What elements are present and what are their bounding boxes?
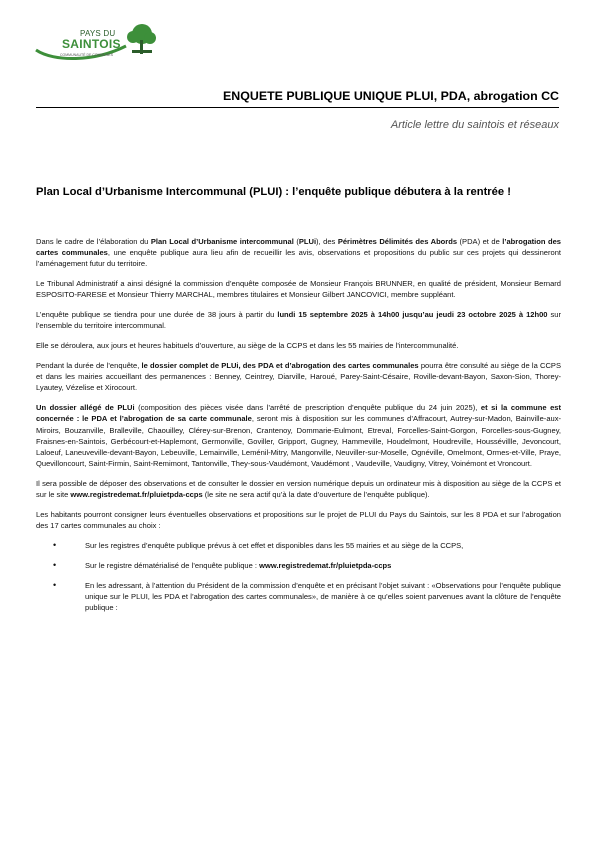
text: (PDA) et de xyxy=(457,237,503,246)
list-item xyxy=(36,560,561,571)
paragraph-light-dossier xyxy=(36,402,561,469)
header-subtitle: Article lettre du saintois et réseaux xyxy=(390,119,559,131)
text: ), des xyxy=(316,237,338,246)
bold-text: lundi 15 septembre 2025 à 14h00 jusqu’au jeudi 23 octobre 2025 à 12h00 xyxy=(277,310,548,320)
document-title: Plan Local d’Urbanisme Intercommunal (PLUI) : l’enquête publique débutera à la rentrée ! xyxy=(36,186,511,198)
logo-text-main: SAINTOIS xyxy=(62,37,121,51)
paragraph-online xyxy=(36,478,561,500)
bold-text: Plan Local d’Urbanisme intercommunal xyxy=(150,237,294,246)
paragraph-commission: Le Tribunal Administratif a ainsi désigné la commission d’enquête composée de Monsieur François BRUNNER, en qualité de président, Monsieur Bernard ESPOSITO-FARESE et Monsieur Thierry MARCHAL, membres titulaires et Monsieur Gilbert JANCOVICI, membre suppléant. xyxy=(36,279,561,300)
observation-methods-list xyxy=(36,540,561,613)
paragraph-dates xyxy=(36,309,561,331)
document-body xyxy=(36,236,561,622)
text: , seront mis à disposition sur les communes d’Affracourt, Autrey-sur-Madon, Bainville-aux-Miroirs, Bouzanville, Bralleville, Chaouilley, Clérey-sur-Brenon, Crantenoy, Dommarie-Eulmont, Etreval, Forcelles-Saint-Gorgon, Forcelles-sous-Gugney, Fraisnes-en-Saintois, Gerbécourt-et-Haplemont, Germonville, Goviller, Gripport, Gugney, Hammeville, Houdelmont, Houdreville, Houssévillle, Jevoncourt, Laloeuf, Laneuveville-devant-Bayon, Lebeuville, Lemainville, Leménil-Mitry, Mangonville, Neuviller-sur-Moselle, Ognéville, Omelmont, Ormes-et-Ville, Praye, Quevilloncourt, Saint-Firmin, Saint-Remimont, Tantonville, They-sous-Vaudémont, Vaudémont , Vaudeville, Vaudigny, Vitrey, Voinémont et Vroncourt. xyxy=(36,414,561,469)
bold-text: Périmètres Délimités des Abords xyxy=(337,237,458,246)
registre-link[interactable]: www.registredemat.fr/pluietpda-ccps xyxy=(259,560,392,570)
logo-text-top: PAYS DU xyxy=(80,29,116,38)
bold-text: l’abrogation des cartes communales xyxy=(36,237,561,258)
bold-text: Un dossier allégé de PLUi xyxy=(36,403,135,413)
paragraph-observations: Les habitants pourront consigner leurs éventuelles observations et propositions sur le projet de PLUI du Pays du Saintois, sur les 8 PDA et sur l’abrogation des 17 cartes communales au choix : xyxy=(36,510,561,531)
list-item xyxy=(36,580,561,614)
bold-text: et si la commune est concernée : le PDA et l’abrogation de sa carte communale xyxy=(36,403,561,424)
bullet-icon: • xyxy=(53,579,57,590)
text: L’enquête publique se tiendra pour une durée de 38 jours à partir du xyxy=(36,310,278,320)
text: pourra être consulté au siège de la CCPS et dans les mairies accueillant des permanences : Benney, Ceintrey, Diarville, Haroué, Parey-Saint-Césaire, Roville-devant-Bayon, Saxon-Sion, Thorey-Lyautey, Vézelise et Xirocourt. xyxy=(36,361,561,393)
list-item xyxy=(36,540,561,551)
text: Sur le registre dématérialisé de l’enquête publique : xyxy=(85,560,260,570)
logo-text-sub: COMMUNAUTÉ DE COMMUNES xyxy=(60,53,114,57)
text: ( xyxy=(293,237,299,246)
bullet-icon: • xyxy=(53,540,57,551)
text: Dans le cadre de l’élaboration du xyxy=(36,237,151,246)
bullet-icon: • xyxy=(53,559,57,570)
text: , une enquête publique aura lieu afin de recueillir les avis, observations et propositions du public sur ces projets qui dessineront l’aménagement futur du territoire. xyxy=(36,248,561,269)
paragraph-location: Elle se déroulera, aux jours et heures habituels d’ouverture, au siège de la CCPS et dans les 55 mairies de l’intercommunalité. xyxy=(36,341,459,351)
text: Il sera possible de déposer des observations et de consulter le dossier en version numérique depuis un ordinateur mis à disposition au siège de la CCPS et sur le site xyxy=(36,479,561,500)
paragraph-full-dossier xyxy=(36,360,561,394)
text: (le site ne sera actif qu’à la date d’ouverture de l’enquête publique). xyxy=(202,490,430,500)
text: En les adressant, à l’attention du Président de la commission d’enquête et en précisant l’objet suivant : «Observations pour l’enquête publique unique sur le PLUI, les PDA et l’abrogation des cartes communales», de manière à ce qu’elles soient parvenues avant la clôture de l’enquête publique : xyxy=(85,580,561,613)
text: Sur les registres d’enquête publique prévus à cet effet et disponibles dans les 55 mairies et au siège de la CCPS, xyxy=(85,541,464,551)
registre-link[interactable]: www.registredemat.fr/pluietpda-ccps xyxy=(70,490,203,500)
text: sur l’ensemble du territoire intercommunal. xyxy=(36,310,561,331)
bold-text: le dossier complet de PLUi, des PDA et d’abrogation des cartes communales xyxy=(141,361,419,370)
bold-text: PLUi xyxy=(298,237,317,246)
header-divider xyxy=(36,107,559,108)
header-title: ENQUETE PUBLIQUE UNIQUE PLUI, PDA, abrogation CC xyxy=(223,89,559,103)
text: (composition des pièces visée dans l’arrêté de prescription d’enquête publique du 24 juin 2025), xyxy=(134,403,481,413)
text: Pendant la durée de l’enquête, xyxy=(36,361,142,370)
paragraph-intro xyxy=(36,236,561,270)
